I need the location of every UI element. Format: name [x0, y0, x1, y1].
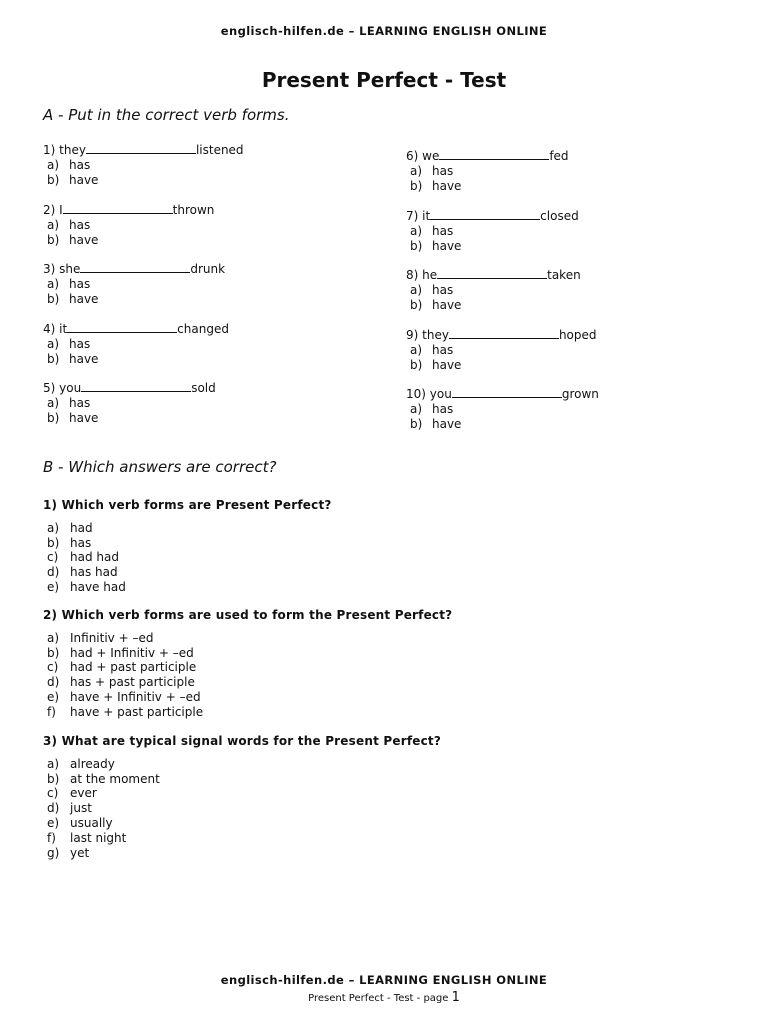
option-text: have [432, 179, 462, 193]
answer-option[interactable] [43, 690, 452, 705]
question-verb: thrown [172, 202, 215, 217]
question-item [43, 202, 373, 262]
section-a-left-column [43, 142, 373, 440]
answer-option[interactable] [43, 757, 441, 772]
option-text: last night [70, 830, 127, 845]
option-text: has [432, 223, 454, 238]
option-letter: a) [47, 630, 60, 645]
question-item [406, 267, 736, 327]
option-letter: a) [47, 336, 60, 351]
answer-option[interactable] [43, 337, 373, 352]
option-text: has had [70, 565, 118, 580]
answer-option[interactable] [406, 417, 736, 432]
answer-option[interactable] [43, 233, 373, 248]
answer-option[interactable] [406, 402, 736, 417]
answer-option[interactable] [43, 396, 373, 411]
answer-option[interactable] [406, 224, 736, 239]
option-letter: b) [47, 232, 60, 247]
answer-option[interactable] [43, 772, 441, 787]
option-text: have [69, 173, 99, 187]
option-text: have [69, 232, 99, 247]
answer-option[interactable] [43, 536, 332, 551]
section-a-title: A - Put in the correct verb forms. [43, 106, 290, 124]
question-title: 2) Which verb forms are used to form the Present Perfect? [43, 608, 453, 622]
answer-option[interactable] [43, 158, 373, 173]
option-text: ever [70, 786, 97, 801]
answer-option[interactable] [43, 675, 452, 690]
answer-option[interactable] [43, 218, 373, 233]
option-letter: b) [410, 417, 423, 431]
option-letter: a) [47, 158, 60, 172]
question-subject: 7) it [406, 208, 431, 223]
question-subject: 2) I [43, 202, 63, 217]
answer-blank[interactable] [80, 261, 190, 273]
answer-option[interactable] [406, 283, 736, 298]
question-verb: grown [561, 387, 599, 401]
option-text: yet [70, 845, 90, 860]
option-text: has [432, 283, 454, 297]
option-text: at the moment [70, 771, 160, 786]
option-letter: a) [410, 223, 423, 238]
answer-option[interactable] [43, 831, 441, 846]
option-text: has [432, 164, 454, 178]
option-letter: a) [47, 520, 60, 535]
section-b-question-3 [43, 734, 441, 860]
option-text: have [69, 411, 99, 425]
answer-option[interactable] [43, 631, 452, 646]
answer-option[interactable] [43, 646, 452, 661]
question-verb: sold [191, 381, 216, 395]
answer-option[interactable] [43, 521, 332, 536]
answer-blank[interactable] [63, 202, 173, 214]
question-subject: 10) you [406, 387, 452, 401]
question-item [406, 386, 736, 446]
option-text: had had [70, 550, 119, 565]
option-text: has [69, 277, 91, 291]
answer-option[interactable] [43, 580, 332, 595]
question-title: 1) Which verb forms are Present Perfect? [43, 498, 332, 512]
question-line [406, 327, 736, 343]
option-letter: a) [47, 277, 60, 291]
option-letter: c) [47, 550, 59, 565]
option-text: have [69, 292, 99, 306]
answer-option[interactable] [43, 173, 373, 188]
answer-blank[interactable] [430, 208, 540, 220]
option-letter: e) [47, 815, 60, 830]
question-subject: 1) they [43, 143, 86, 157]
option-letter: b) [410, 238, 423, 253]
option-letter: b) [410, 179, 423, 193]
question-item [43, 261, 373, 321]
option-letter: a) [47, 217, 60, 232]
question-line [43, 380, 373, 396]
option-letter: b) [47, 771, 60, 786]
answer-blank[interactable] [86, 142, 196, 154]
section-a-right-column [406, 148, 736, 446]
option-text: had [70, 520, 93, 535]
option-letter: b) [47, 351, 60, 366]
question-line [43, 321, 373, 337]
answer-option[interactable] [406, 164, 736, 179]
option-letter: b) [47, 292, 60, 306]
option-letter: a) [410, 164, 423, 178]
answer-option[interactable] [43, 705, 452, 720]
question-subject: 5) you [43, 381, 82, 395]
option-text: have + past participle [70, 704, 204, 719]
answer-blank[interactable] [449, 327, 559, 339]
option-text: had + past participle [70, 660, 197, 675]
question-subject: 3) she [43, 262, 81, 276]
answer-option[interactable] [43, 565, 332, 580]
footer-page-info [0, 990, 768, 1005]
option-text: have [432, 298, 462, 312]
option-text: have [69, 351, 99, 366]
question-subject: 6) we [406, 149, 440, 163]
question-line [43, 202, 373, 218]
question-verb: changed [177, 321, 229, 336]
footer-page-number: 1 [451, 990, 460, 1005]
footer-site: englisch-hilfen.de – LEARNING ENGLISH ONLINE [220, 973, 548, 987]
question-item [406, 148, 736, 208]
question-verb: closed [540, 208, 579, 223]
option-text: already [70, 756, 115, 771]
option-text: usually [70, 815, 113, 830]
section-b-title: B - Which answers are correct? [43, 458, 277, 476]
option-letter: a) [47, 396, 60, 410]
question-verb: taken [547, 268, 581, 282]
footer-page-label: Present Perfect - Test - page [308, 993, 449, 1004]
answer-option[interactable] [43, 660, 452, 675]
option-letter: f) [47, 830, 56, 845]
answer-option[interactable] [43, 411, 373, 426]
question-verb: hoped [558, 327, 597, 342]
question-subject: 4) it [43, 321, 68, 336]
option-text: Infinitiv + –ed [70, 630, 154, 645]
option-text: had + Infinitiv + –ed [70, 645, 194, 660]
question-item [43, 142, 373, 202]
answer-option[interactable] [406, 179, 736, 194]
option-letter: b) [47, 645, 60, 660]
answer-option[interactable] [43, 801, 441, 816]
answer-option[interactable] [406, 343, 736, 358]
question-item [406, 327, 736, 387]
question-subject: 8) he [406, 268, 438, 282]
question-line [406, 386, 736, 402]
question-title: 3) What are typical signal words for the Present Perfect? [43, 734, 442, 748]
option-text: have [432, 238, 462, 253]
option-letter: b) [47, 535, 60, 550]
option-letter: c) [47, 660, 59, 675]
option-text: have [432, 417, 462, 431]
question-line [406, 208, 736, 224]
question-item [43, 321, 373, 381]
option-letter: b) [47, 173, 60, 187]
page-title: Present Perfect - Test [261, 68, 507, 92]
option-text: has [69, 217, 91, 232]
question-verb: listened [195, 143, 244, 157]
option-text: has + past participle [70, 675, 195, 690]
answer-blank[interactable] [439, 148, 549, 160]
question-verb: fed [549, 149, 569, 163]
question-item [43, 380, 373, 440]
option-letter: b) [410, 357, 423, 372]
section-b-question-1 [43, 498, 332, 595]
answer-option[interactable] [43, 786, 441, 801]
answer-option[interactable] [406, 298, 736, 313]
option-text: has [432, 402, 454, 416]
answer-option[interactable] [406, 239, 736, 254]
answer-option[interactable] [406, 358, 736, 373]
answer-option[interactable] [43, 292, 373, 307]
option-letter: d) [47, 565, 60, 580]
answer-option[interactable] [43, 550, 332, 565]
option-text: has [69, 158, 91, 172]
answer-option[interactable] [43, 277, 373, 292]
answer-blank[interactable] [437, 267, 547, 279]
option-letter: c) [47, 786, 59, 801]
option-text: has [70, 535, 92, 550]
option-letter: a) [47, 756, 60, 771]
option-text: have [432, 357, 462, 372]
option-letter: a) [410, 342, 423, 357]
option-letter: f) [47, 704, 56, 719]
question-item [406, 208, 736, 268]
option-letter: b) [47, 411, 60, 425]
option-text: has [69, 336, 91, 351]
question-verb: drunk [190, 262, 226, 276]
option-text: just [70, 801, 92, 816]
option-text: has [69, 396, 91, 410]
option-letter: a) [410, 402, 423, 416]
answer-blank[interactable] [67, 321, 177, 333]
section-b-question-2 [43, 608, 452, 720]
question-line [406, 148, 736, 164]
option-letter: b) [410, 298, 423, 312]
answer-option[interactable] [43, 352, 373, 367]
answer-option[interactable] [43, 846, 441, 861]
answer-blank[interactable] [452, 386, 562, 398]
option-letter: e) [47, 689, 60, 704]
option-letter: g) [47, 845, 60, 860]
question-line [43, 261, 373, 277]
option-letter: d) [47, 675, 60, 690]
answer-option[interactable] [43, 816, 441, 831]
option-letter: e) [47, 579, 60, 594]
option-text: has [432, 342, 454, 357]
option-text: have had [70, 579, 126, 594]
option-text: have + Infinitiv + –ed [70, 689, 201, 704]
option-letter: a) [410, 283, 423, 297]
page-header: englisch-hilfen.de – LEARNING ENGLISH ONLINE [220, 24, 548, 38]
question-subject: 9) they [406, 327, 449, 342]
option-letter: d) [47, 801, 60, 816]
question-line [43, 142, 373, 158]
question-line [406, 267, 736, 283]
answer-blank[interactable] [81, 380, 191, 392]
